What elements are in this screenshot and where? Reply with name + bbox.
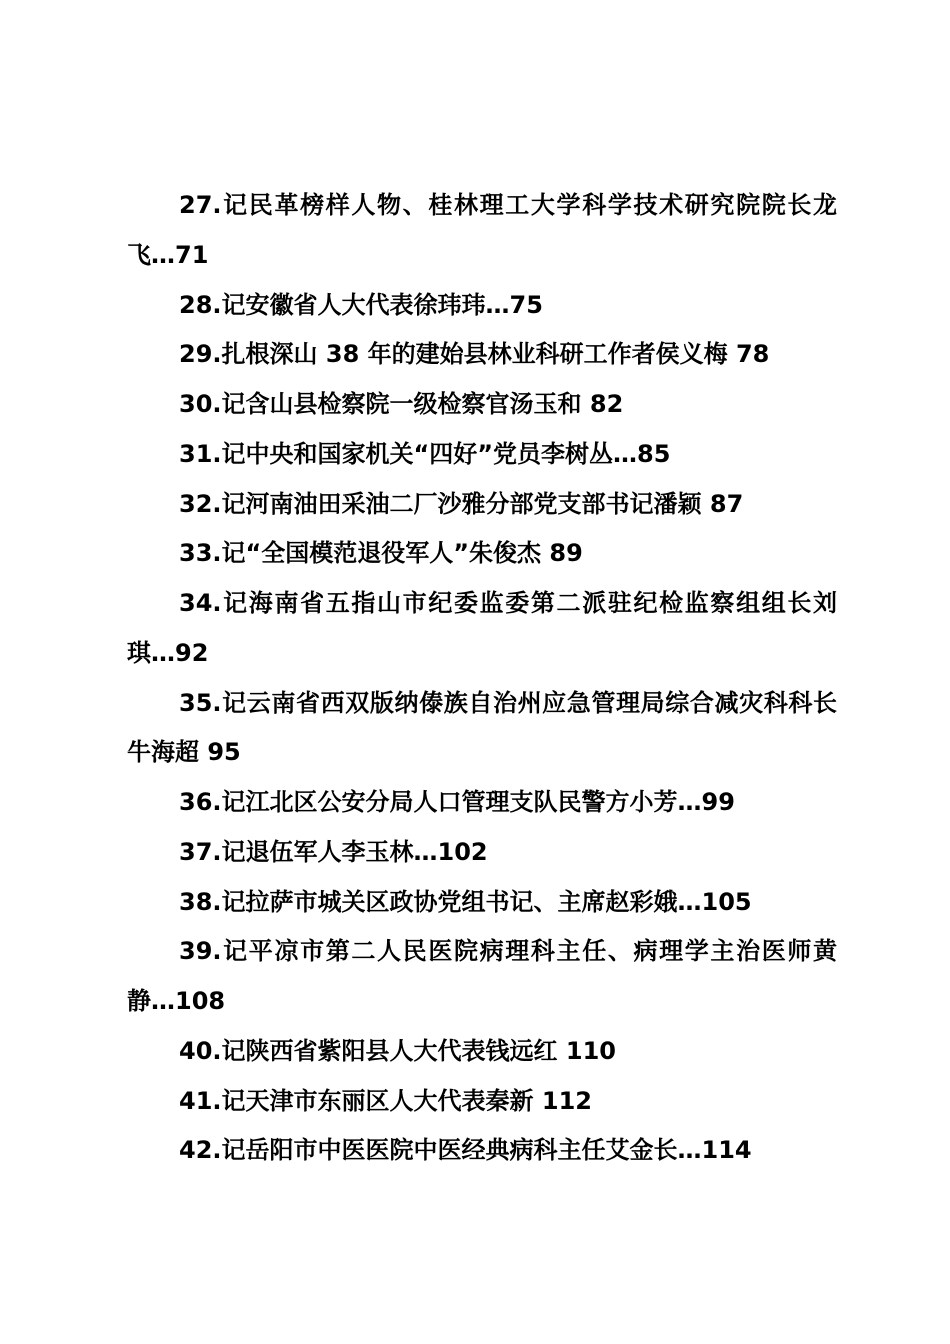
- toc-entry-33: 33.记“全国模范退役军人”朱俊杰 89: [179, 539, 583, 568]
- toc-entry-32: 32.记河南油田采油二厂沙雅分部党支部书记潘颖 87: [179, 489, 744, 518]
- toc-entry-29: 29.扎根深山 38 年的建始县林业科研工作者侯义梅 78: [179, 340, 770, 369]
- toc-entry-34: 34.记海南省五指山市纪委监委第二派驻纪检监察组组长刘琪…92: [127, 589, 837, 667]
- toc-entry-37: 37.记退伍军人李玉林…102: [179, 837, 488, 866]
- toc-entry-30: 30.记含山县检察院一级检察官汤玉和 82: [179, 390, 624, 418]
- toc-entry-40: 40.记陕西省紫阳县人大代表钱远红 110: [179, 1036, 616, 1065]
- toc-entry-41: 41.记天津市东丽区人大代表秦新 112: [179, 1086, 592, 1115]
- table-of-contents: [127, 181, 837, 1176]
- toc-entry-35: 35.记云南省西双版纳傣族自治州应急管理局综合减灾科科长牛海超 95: [127, 688, 837, 767]
- toc-entry-38: 38.记拉萨市城关区政协党组书记、主席赵彩娥…105: [179, 887, 752, 916]
- toc-entry-28: 28.记安徽省人大代表徐玮玮…75: [179, 290, 543, 319]
- toc-entry-36: 36.记江北区公安分局人口管理支队民警方小芳…99: [179, 788, 735, 816]
- toc-entry-42: 42.记岳阳市中医医院中医经典病科主任艾金长…114: [179, 1136, 752, 1165]
- toc-entry-31: 31.记中央和国家机关“四好”党员李树丛…85: [179, 439, 671, 468]
- toc-entry-39: 39.记平凉市第二人民医院病理科主任、病理学主治医师黄静…108: [127, 937, 837, 1015]
- toc-entry-27: 27.记民革榜样人物、桂林理工大学科学技术研究院院长龙飞…71: [127, 191, 837, 269]
